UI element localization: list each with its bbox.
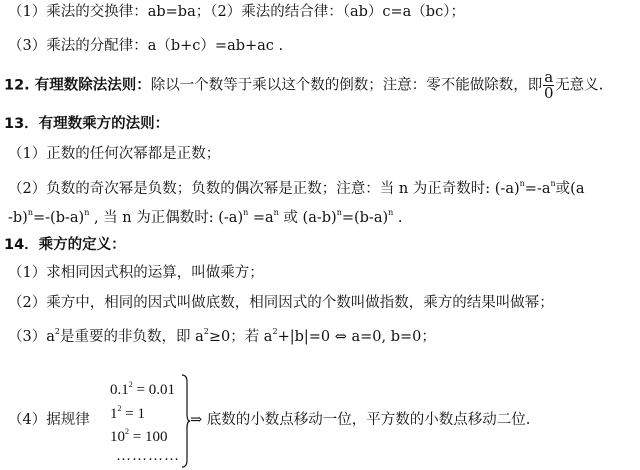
equation-10-squared: $10^2 = 100$ — [110, 427, 168, 445]
distributive-law-line: （3）乘法的分配律：a（b+c）=ab+ac . — [8, 38, 284, 54]
section-12-body: 除以一个数等于乘以这个数的倒数；注意：零不能做除数，即 — [150, 77, 543, 94]
section-12: 12. 有理数除法法则：除以一个数等于乘以这个数的倒数；注意：零不能做除数，即 $\frac{a}{0}$ 无意义. — [4, 68, 604, 102]
fraction-a-over-0: $\frac{a}{0}$ — [543, 68, 554, 102]
section-13-title: 13．有理数乘方的法则： — [4, 116, 170, 132]
rule-label: （4）据规律 — [8, 412, 90, 428]
negative-power-rule-cont: $-b)^n=-(b-a)^n$ , 当 n 为正偶数时: $(-a)^n =a^n$ 或 $(a-b)^n=(b-a)^n$ . — [8, 208, 403, 226]
power-definition-line: （1）求相同因式积的运算，叫做乘方； — [8, 265, 264, 281]
positive-power-rule: （1）正数的任何次幂都是正数； — [8, 146, 221, 162]
negative-power-rule: （2）负数的奇次幂是负数；负数的偶次幂是正数；注意：当 n 为正奇数时: $(-a)^n=-a^n$或(a — [8, 179, 585, 197]
multiplication-laws-line: （1）乘法的交换律：ab=ba；（2）乘法的结合律：（ab）c=a（bc）； — [8, 4, 465, 20]
rule-conclusion: ⇒ 底数的小数点移动一位，平方数的小数点移动二位. — [190, 412, 531, 428]
continuation-dots: ………… — [116, 448, 180, 464]
section-12-title: 12. 有理数除法法则： — [4, 77, 151, 94]
power-terms-line: （2）乘方中，相同的因式叫做底数，相同因式的个数叫做指数，乘方的结果叫做幂； — [8, 295, 554, 311]
equation-0-1-squared: $0.1^2 = 0.01$ — [110, 380, 175, 398]
equation-1-squared: $1^2 = 1$ — [110, 404, 145, 422]
section-14-title: 14．乘方的定义： — [4, 237, 126, 253]
nonnegative-line: $(3)a^2$是重要的非负数，即 $a^2\ge 0$；若 $a^2+|b|=0$ ⇔ a=0, b=0； — [8, 327, 436, 345]
